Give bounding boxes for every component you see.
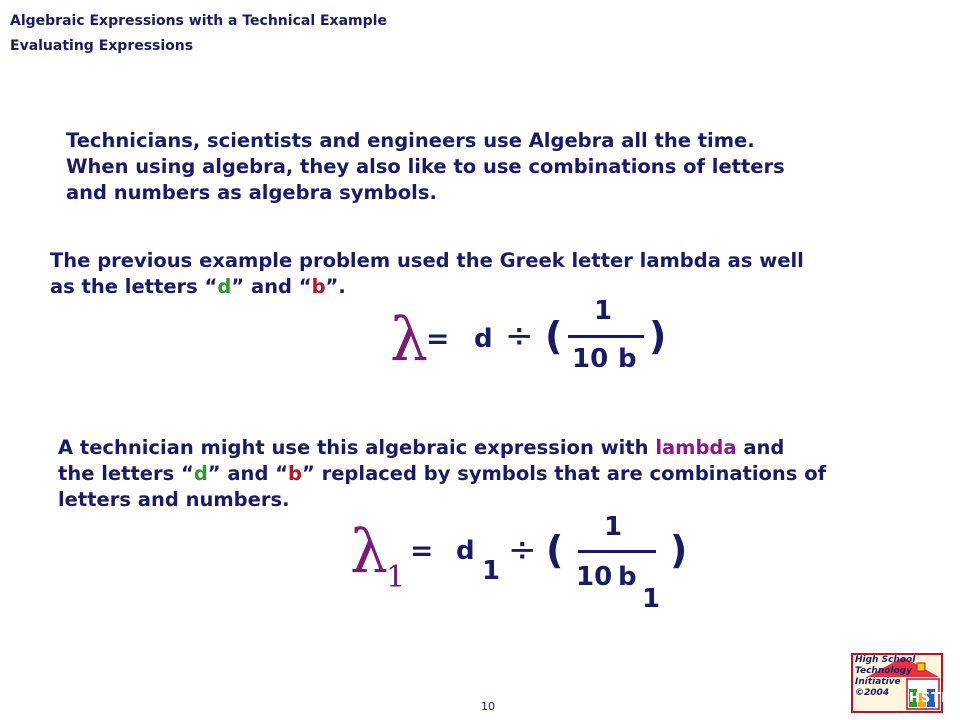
denominator-b: b bbox=[618, 562, 637, 592]
hsti-logo bbox=[851, 653, 947, 713]
open-paren: ( bbox=[545, 314, 563, 358]
intro-line-1: Technicians, scientists and engineers use Algebra all the time. bbox=[66, 129, 755, 152]
technician-paragraph bbox=[58, 435, 826, 513]
logo-letter: S bbox=[920, 691, 932, 706]
text-fragment: A technician might use this algebraic expression with bbox=[58, 436, 656, 459]
technician-line-3: letters and numbers. bbox=[58, 488, 290, 511]
letter-b: b bbox=[288, 462, 302, 485]
numerator: 1 bbox=[594, 296, 613, 326]
logo-line: ©2004 bbox=[855, 688, 890, 698]
logo-letter: H bbox=[909, 691, 921, 706]
intro-line-3: and numbers as algebra symbols. bbox=[66, 181, 437, 204]
previous-paragraph bbox=[50, 248, 804, 300]
logo-text bbox=[855, 655, 915, 699]
technician-line-2 bbox=[58, 461, 826, 487]
logo-letter: T bbox=[931, 691, 942, 706]
text-fragment: ” replaced by symbols that are combinations of bbox=[301, 462, 827, 485]
letter-d: d bbox=[193, 462, 208, 485]
letter-b: b bbox=[311, 275, 326, 298]
previous-line-1: The previous example problem used the Greek letter lambda as well bbox=[50, 249, 804, 272]
fraction-bar bbox=[578, 550, 656, 553]
text-fragment: the letters “ bbox=[58, 462, 194, 485]
b-subscript: 1 bbox=[642, 584, 661, 614]
logo-line: High School bbox=[855, 655, 916, 665]
letter-d: d bbox=[217, 275, 232, 298]
intro-paragraph bbox=[66, 128, 785, 206]
slide-subtitle: Evaluating Expressions bbox=[10, 38, 194, 54]
text-fragment: ”. bbox=[325, 275, 346, 298]
fraction-bar bbox=[568, 335, 644, 338]
close-paren: ) bbox=[649, 314, 667, 358]
equals-sign: = bbox=[426, 322, 450, 355]
lambda-subscript: 1 bbox=[386, 560, 406, 595]
slide-title: Algebraic Expressions with a Technical Example bbox=[10, 13, 387, 29]
logo-line: Initiative bbox=[855, 677, 901, 687]
d-subscript: 1 bbox=[482, 556, 501, 586]
variable-d: d bbox=[456, 536, 475, 566]
page-number: 10 bbox=[481, 700, 495, 713]
numerator: 1 bbox=[604, 512, 623, 542]
variable-d: d bbox=[474, 324, 493, 354]
denominator-10: 10 bbox=[576, 562, 613, 592]
open-paren: ( bbox=[546, 528, 564, 572]
equals-sign: = bbox=[410, 534, 434, 567]
previous-line-2 bbox=[50, 274, 804, 300]
text-fragment: and bbox=[736, 436, 785, 459]
lambda-symbol: λ bbox=[350, 517, 389, 587]
close-paren: ) bbox=[670, 528, 688, 572]
lambda-symbol: λ bbox=[390, 305, 429, 375]
denominator-10: 10 bbox=[572, 344, 609, 374]
divide-sign: ÷ bbox=[508, 530, 537, 570]
text-fragment: as the letters “ bbox=[50, 275, 218, 298]
logo-line: Technology bbox=[855, 666, 912, 676]
technician-line-1 bbox=[58, 435, 826, 461]
lambda-word: lambda bbox=[655, 436, 737, 459]
divide-sign: ÷ bbox=[505, 316, 534, 356]
text-fragment: ” and “ bbox=[207, 462, 289, 485]
text-fragment: ” and “ bbox=[231, 275, 312, 298]
logo-letter: I bbox=[941, 691, 947, 706]
denominator-b: b bbox=[618, 344, 637, 374]
intro-line-2: When using algebra, they also like to use combinations of letters bbox=[66, 155, 785, 178]
logo-letters bbox=[909, 691, 947, 706]
